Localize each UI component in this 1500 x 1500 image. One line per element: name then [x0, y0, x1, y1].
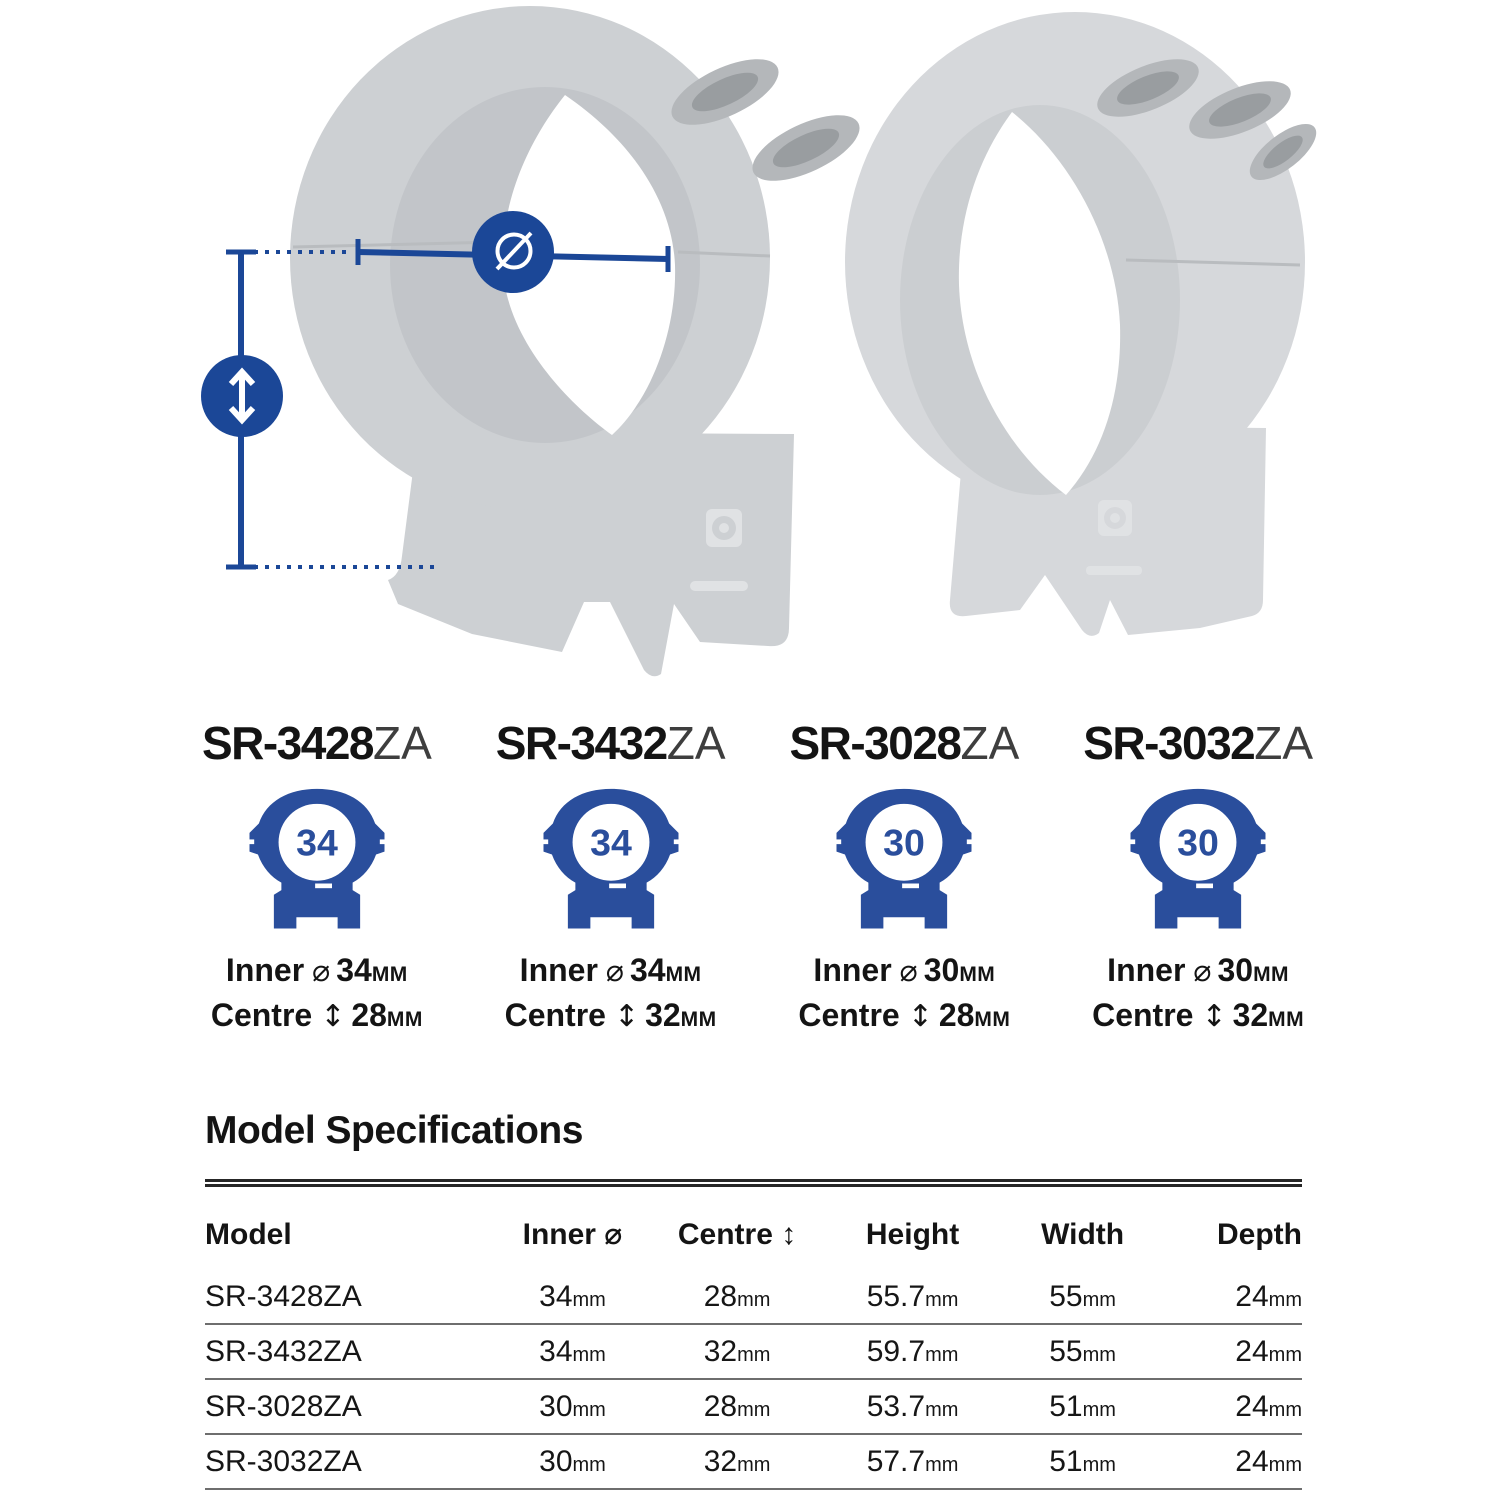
cell-depth: 24mm	[1159, 1270, 1302, 1324]
cell-width: 51mm	[1006, 1379, 1160, 1434]
table-row	[205, 1379, 1302, 1434]
cell-model: SR-3428ZA	[205, 1270, 490, 1324]
table-header-row	[205, 1187, 1302, 1270]
ring-size-icon	[1123, 786, 1273, 936]
model-specifications-section	[205, 1109, 1302, 1490]
model-card-sr-3032za	[1051, 716, 1345, 1035]
col-header-depth: Depth	[1217, 1217, 1302, 1251]
centre-height-spec: Centre ↕ 32MM	[1092, 996, 1305, 1034]
col-header-height: Height	[865, 1217, 960, 1251]
ring-size-icon	[536, 786, 686, 936]
cell-centre: 32mm	[655, 1434, 820, 1489]
title-rule	[205, 1179, 1302, 1187]
cell-height: 59.7mm	[819, 1324, 1005, 1379]
centre-height-spec: Centre ↕ 28MM	[798, 996, 1011, 1034]
up-down-arrow-icon	[201, 355, 283, 437]
inner-diameter-spec: Inner ⌀ 34MM	[519, 952, 702, 989]
model-card-sr-3432za	[464, 716, 758, 1035]
col-header-inner: Inner ⌀	[522, 1218, 623, 1251]
table-row	[205, 1324, 1302, 1379]
cell-width: 55mm	[1006, 1324, 1160, 1379]
col-header-model: Model	[205, 1217, 292, 1251]
inner-diameter-spec: Inner ⌀ 34MM	[225, 952, 408, 989]
cell-model: SR-3432ZA	[205, 1324, 490, 1379]
cell-depth: 24mm	[1159, 1324, 1302, 1379]
model-name: SR-3428ZA	[201, 717, 432, 769]
section-title: Model Specifications	[205, 1109, 583, 1152]
col-header-centre: Centre ↕	[677, 1217, 797, 1251]
cell-centre: 28mm	[655, 1270, 820, 1324]
scope-ring-rear	[845, 12, 1325, 636]
model-cards	[0, 700, 1500, 1035]
model-card-sr-3028za	[758, 716, 1052, 1035]
table-row	[205, 1270, 1302, 1324]
product-illustration	[0, 0, 1500, 700]
cell-depth: 24mm	[1159, 1434, 1302, 1489]
cell-height: 53.7mm	[819, 1379, 1005, 1434]
cell-model: SR-3028ZA	[205, 1379, 490, 1434]
ring-size-badge: 34	[589, 821, 632, 864]
diameter-symbol-icon	[472, 211, 554, 293]
cell-width: 55mm	[1006, 1270, 1160, 1324]
cell-inner: 30mm	[490, 1379, 655, 1434]
cell-height: 55.7mm	[819, 1270, 1005, 1324]
cell-centre: 28mm	[655, 1379, 820, 1434]
product-image	[0, 0, 1500, 700]
cell-model: SR-3032ZA	[205, 1434, 490, 1489]
model-name: SR-3032ZA	[1083, 717, 1314, 769]
inner-diameter-spec: Inner ⌀ 30MM	[813, 952, 996, 989]
ring-size-icon	[242, 786, 392, 936]
cell-inner: 30mm	[490, 1434, 655, 1489]
ring-size-badge: 34	[296, 821, 338, 864]
model-name: SR-3432ZA	[495, 717, 726, 769]
table-row	[205, 1434, 1302, 1489]
ring-size-icon	[829, 786, 979, 936]
ring-size-badge: 30	[883, 821, 926, 864]
cell-inner: 34mm	[490, 1324, 655, 1379]
cell-height: 57.7mm	[819, 1434, 1005, 1489]
centre-height-spec: Centre ↕ 32MM	[504, 996, 717, 1034]
cell-depth: 24mm	[1159, 1379, 1302, 1434]
model-name: SR-3028ZA	[789, 717, 1020, 769]
cell-inner: 34mm	[490, 1270, 655, 1324]
scope-ring-front	[290, 6, 869, 676]
ring-size-badge: 30	[1177, 821, 1219, 864]
cell-width: 51mm	[1006, 1434, 1160, 1489]
col-header-width: Width	[1041, 1217, 1125, 1251]
model-card-sr-3428za	[170, 716, 464, 1035]
centre-height-spec: Centre ↕ 28MM	[210, 996, 423, 1034]
spec-table	[205, 1187, 1302, 1490]
inner-diameter-spec: Inner ⌀ 30MM	[1107, 952, 1290, 989]
cell-centre: 32mm	[655, 1324, 820, 1379]
